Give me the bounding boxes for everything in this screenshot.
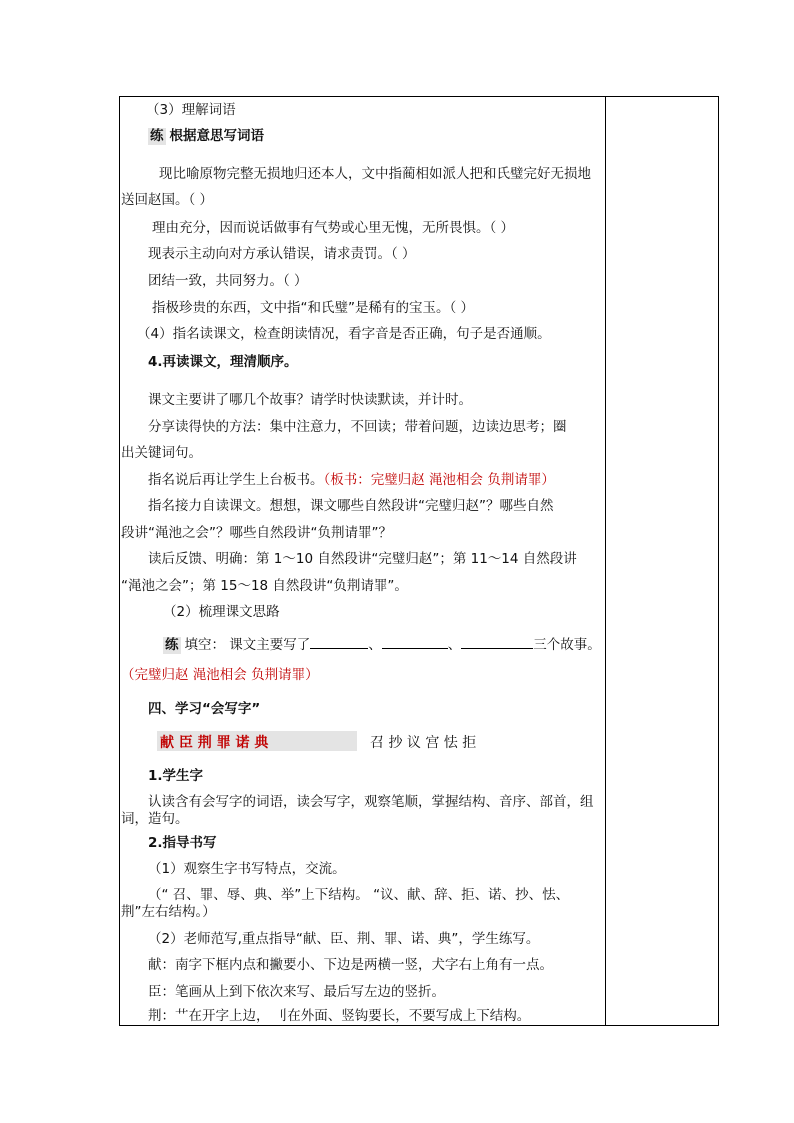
jing-line: 荆：艹在开字上边， 刂在外面、竖钩要长，不要写成上下结构。 [148, 1008, 531, 1024]
fill-sep-2: 、 [447, 637, 462, 653]
board-prefix: 指名说后再让学生上台板书。 [148, 472, 324, 488]
exercise-heading [148, 127, 264, 145]
reread-heading: 4.再读课文，理清顺序。 [148, 354, 298, 370]
blank-1 [310, 636, 368, 649]
item-5: 指极珍贵的东西，文中指“和氏璧”是稀有的宝玉。（ ） [152, 300, 475, 316]
item-2: 理由充分，因而说话做事有气势或心里无愧，无所畏惧。（ ） [152, 220, 515, 236]
blank-3 [461, 636, 533, 649]
chen-line: 臣：笔画从上到下依次来写、最后写左边的竖折。 [148, 984, 445, 1000]
exercise-icon: 练 [150, 128, 164, 144]
question-1: 课文主要讲了哪几个故事？请学时快读默读，并计时。 [148, 392, 472, 408]
fill-icon: 练 [165, 637, 179, 653]
fill-blank-line [163, 636, 601, 654]
outline-label: （2）梳理课文思路 [163, 604, 280, 620]
item-1-line-2: 送回赵国。（ ） [121, 192, 214, 208]
feedback-line-2: “渑池之会”；第 15～18 自然段讲“负荆请罪”。 [121, 578, 408, 594]
feedback-line-1: 读后反馈、明确：第 1～10 自然段讲“完璧归赵”；第 11～14 自然段讲 [148, 551, 577, 567]
student-chars-line-1: 认读含有会写字的词语，读会写字，观察笔顺，掌握结构、音序、部首，组 [148, 794, 594, 810]
item-1-line-1: 现比喻原物完整无损地归还本人，文中指蔺相如派人把和氏璧完好无损地 [159, 166, 591, 182]
characters-red: 献 臣 荆 罪 诺 典 [160, 735, 269, 751]
observe-line: （1）观察生字书写特点，交流。 [148, 861, 346, 877]
student-chars-heading: 1.学生字 [148, 768, 204, 784]
fill-prefix: 填空： 课文主要写了 [184, 637, 311, 653]
board-red: （板书：完璧归赵 渑池相会 负荆请罪） [323, 472, 555, 488]
structure-line-2: 荆”左右结构。） [121, 904, 216, 920]
blank-2 [382, 636, 448, 649]
exercise-title: 根据意思写词语 [169, 128, 264, 144]
characters-black: 召 抄 议 宫 怯 拒 [370, 735, 477, 751]
fill-sep-1: 、 [368, 637, 382, 653]
understand-words-label: （3）理解词语 [146, 102, 236, 118]
board-line [148, 471, 555, 489]
item-3: 现表示主动向对方承认错误，请求责罚。（ ） [148, 246, 416, 262]
item-4: 团结一致，共同努力。（ ） [148, 273, 308, 289]
read-check: （4）指名读课文，检查朗读情况，看字音是否正确，句子是否通顺。 [137, 326, 551, 342]
share-line-2: 出关键词句。 [121, 445, 202, 461]
table-column-divider [605, 96, 606, 1026]
student-chars-line-2: 词，造句。 [121, 811, 189, 827]
share-line-1: 分享读得快的方法：集中注意力，不回读；带着问题，边读边思考；圈 [148, 419, 567, 435]
relay-line-1: 指名接力自读课文。想想，课文哪些自然段讲“完璧归赵”？哪些自然 [148, 498, 554, 514]
guide-heading: 2.指导书写 [148, 835, 217, 851]
relay-line-2: 段讲“渑池之会”？哪些自然段讲“负荆请罪”？ [121, 525, 392, 541]
fill-suffix: 三个故事。 [533, 637, 601, 653]
xian-line: 献：南字下框内点和撇要小、下边是两横一竖，犬字右上角有一点。 [148, 957, 553, 973]
fill-answer: （完璧归赵 渑池相会 负荆请罪） [121, 667, 319, 683]
teacher-line: （2）老师范写,重点指导“献、臣、荆、罪、诺、典”，学生练写。 [148, 931, 540, 947]
learn-heading: 四、学习“会写字” [148, 701, 261, 717]
structure-line-1: （“ 召、罪、辱、典、举”上下结构。 “议、献、辞、拒、诺、抄、怯、 [148, 887, 570, 903]
